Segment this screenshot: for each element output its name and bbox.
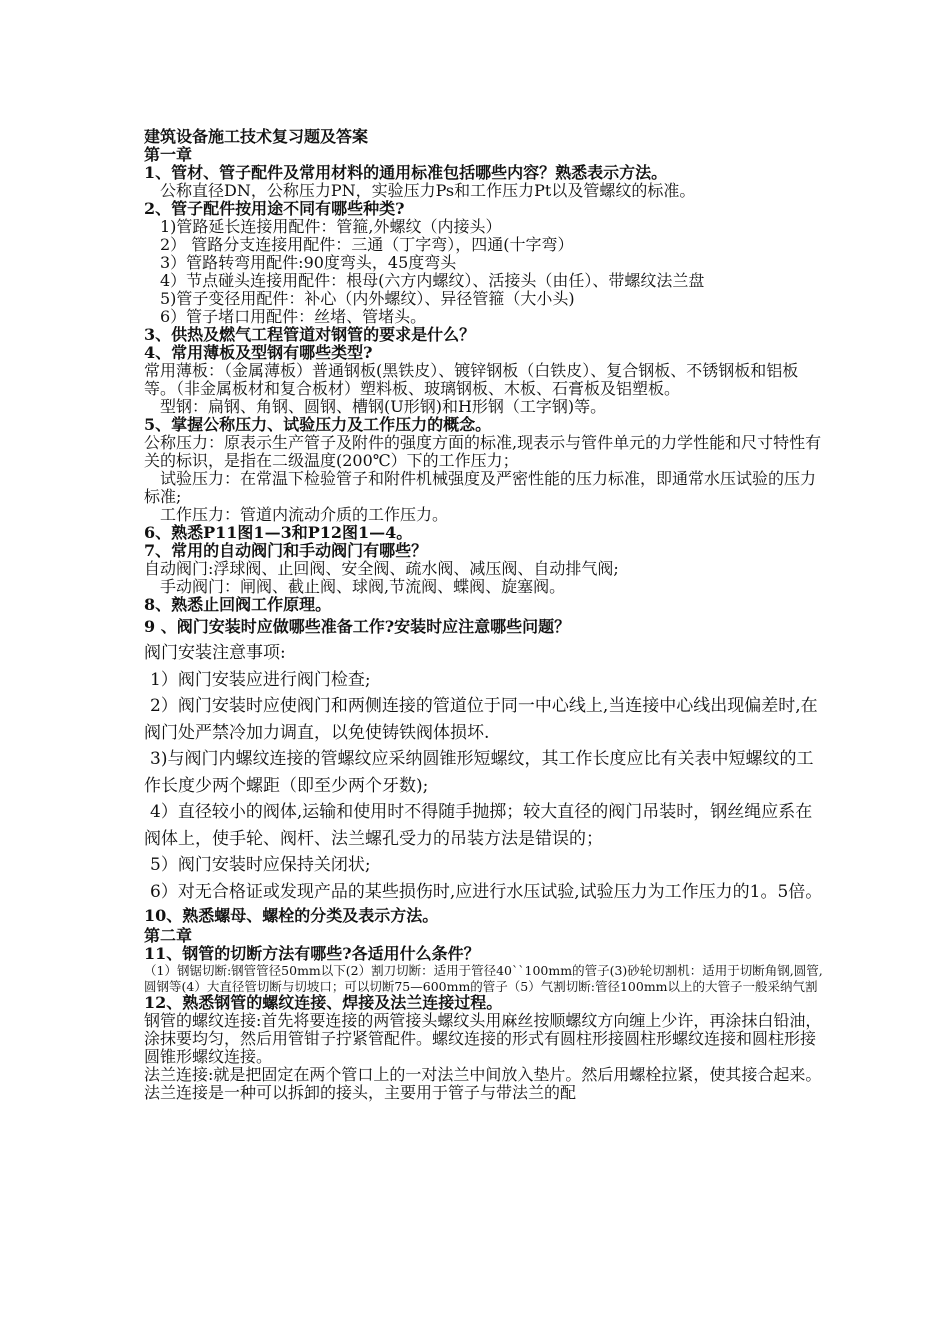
answer-2-item-5: 5)管子变径用配件：补心（内外螺纹）、异径管箍（大小头) — [160, 290, 575, 308]
chapter-1-heading: 第一章 — [144, 146, 193, 164]
answer-5-working: 工作压力：管道内流动介质的工作压力。 — [160, 506, 449, 524]
answer-9-item-4: 4）直径较小的阀体,运输和使用时不得随手抛掷；较大直径的阀门吊装时，钢丝绳应系在阀体上，使手轮、阀杆、法兰螺孔受力的吊装方法是错误的； — [144, 802, 813, 849]
answer-9-item-5: 5）阀门安装时应保持关闭状; — [150, 855, 371, 875]
answer-9-item-1: 1）阀门安装应进行阀门检查; — [150, 669, 371, 690]
answer-2-item-2: 2） 管路分支连接用配件：三通（丁字弯），四通(十字弯） — [160, 236, 574, 254]
question-4: 4、常用薄板及型钢有哪些类型? — [144, 344, 373, 362]
answer-12-thread: 钢管的螺纹连接:首先将要连接的两管接头螺纹头用麻丝按顺螺纹方向缠上少许，再涂抹白铅油，涂抹要均匀，然后用管钳子拧紧管配件。螺纹连接的形式有圆柱形接圆柱形螺纹连接和圆柱形接圆锥形螺纹连接。 — [144, 1012, 822, 1066]
question-10: 10、熟悉螺母、螺栓的分类及表示方法。 — [144, 906, 439, 925]
question-12: 12、熟悉钢管的螺纹连接、焊接及法兰连接过程。 — [144, 994, 503, 1012]
answer-5-nominal: 公称压力：原表示生产管子及附件的强度方面的标准,现表示与管件单元的力学性能和尺寸特性有关的标识，是指在二级温度(200℃）下的工作压力； — [144, 434, 822, 470]
answer-7-auto: 自动阀门:浮球阀、止回阀、安全阀、疏水阀、减压阀、自动排气阀; — [144, 560, 619, 578]
answer-5-test: 试验压力：在常温下检验管子和附件机械强度及严密性能的压力标准，即通常水压试验的压力标准; — [144, 470, 817, 506]
question-9: 9 、阀门安装时应做哪些准备工作?安装时应注意哪些问题？ — [144, 617, 571, 636]
answer-2-item-3: 3）管路转弯用配件:90度弯头，45度弯头 — [160, 254, 457, 272]
answer-4-sections: 型钢：扁钢、角钢、圆钢、槽钢(U形钢)和H形钢（工字钢)等。 — [160, 398, 607, 416]
answer-2-item-6: 6）管子堵口用配件：丝堵、管堵头。 — [160, 308, 427, 326]
answer-9-heading: 阀门安装注意事项: — [144, 643, 286, 663]
question-3: 3、供热及燃气工程管道对钢管的要求是什么？ — [144, 326, 476, 344]
answer-12-flange: 法兰连接:就是把固定在两个管口上的一对法兰中间放入垫片。然后用螺栓拉紧，使其接合起来。法兰连接是一种可以拆卸的接头，主要用于管子与带法兰的配 — [144, 1066, 822, 1102]
answer-2-item-1: 1)管路延长连接用配件：管箍,外螺纹（内接头） — [160, 218, 502, 236]
question-5: 5、掌握公称压力、试验压力及工作压力的概念。 — [144, 416, 492, 434]
question-1: 1、管材、管子配件及常用材料的通用标准包括哪些内容？熟悉表示方法。 — [144, 164, 668, 182]
answer-9-item-3: 3)与阀门内螺纹连接的管螺纹应采纳圆锥形短螺纹，其工作长度应比有关表中短螺纹的工作长度少两个螺距（即至少两个牙数); — [144, 749, 814, 796]
question-2: 2、管子配件按用途不同有哪些种类? — [144, 200, 405, 218]
chapter-2-heading: 第二章 — [144, 927, 193, 945]
answer-7-manual: 手动阀门：闸阀、截止阀、球阀,节流阀、蝶阀、旋塞阀。 — [160, 578, 566, 596]
question-7: 7、常用的自动阀门和手动阀门有哪些？ — [144, 542, 428, 560]
question-8: 8、熟悉止回阀工作原理。 — [144, 596, 332, 614]
answer-2-item-4: 4）节点碰头连接用配件：根母(六方内螺纹）、活接头（由任）、带螺纹法兰盘 — [160, 272, 705, 290]
answer-9-item-6: 6）对无合格证或发现产品的某些损伤时,应进行水压试验,试验压力为工作压力的1。5倍。 — [150, 881, 823, 902]
answer-1: 公称直径DN，公称压力PN，实验压力Ps和工作压力Pt以及管螺纹的标准。 — [160, 182, 696, 200]
question-6: 6、熟悉P11图1—3和P12图1—4。 — [144, 524, 413, 542]
answer-4-sheets: 常用薄板：（金属薄板）普通钢板(黑铁皮）、镀锌钢板（白铁皮）、复合钢板、不锈钢板和铝板等。（非金属板材和复合板材）塑料板、玻璃钢板、木板、石膏板及铝塑板。 — [144, 362, 799, 398]
answer-11: （1）钢锯切断:钢管管径50mm以下(2）割刀切断：适用于管径40``100mm的管子(3)砂轮切割机：适用于切断角钢,圆管,圆钢等(4）大直径管切断与切坡口；可以切断75—600mm的管子（5）气割切断:管径100mm以上的大管子一般采纳气割 — [144, 963, 823, 994]
document-title: 建筑设备施工技术复习题及答案 — [144, 128, 369, 146]
question-11: 11、钢管的切断方法有哪些?各适用什么条件？ — [144, 945, 480, 963]
answer-9-item-2: 2）阀门安装时应使阀门和两侧连接的管道位于同一中心线上,当连接中心线出现偏差时,在阀门处严禁冷加力调直，以免使铸铁阀体损坏. — [144, 696, 818, 743]
document-body — [144, 128, 824, 1102]
